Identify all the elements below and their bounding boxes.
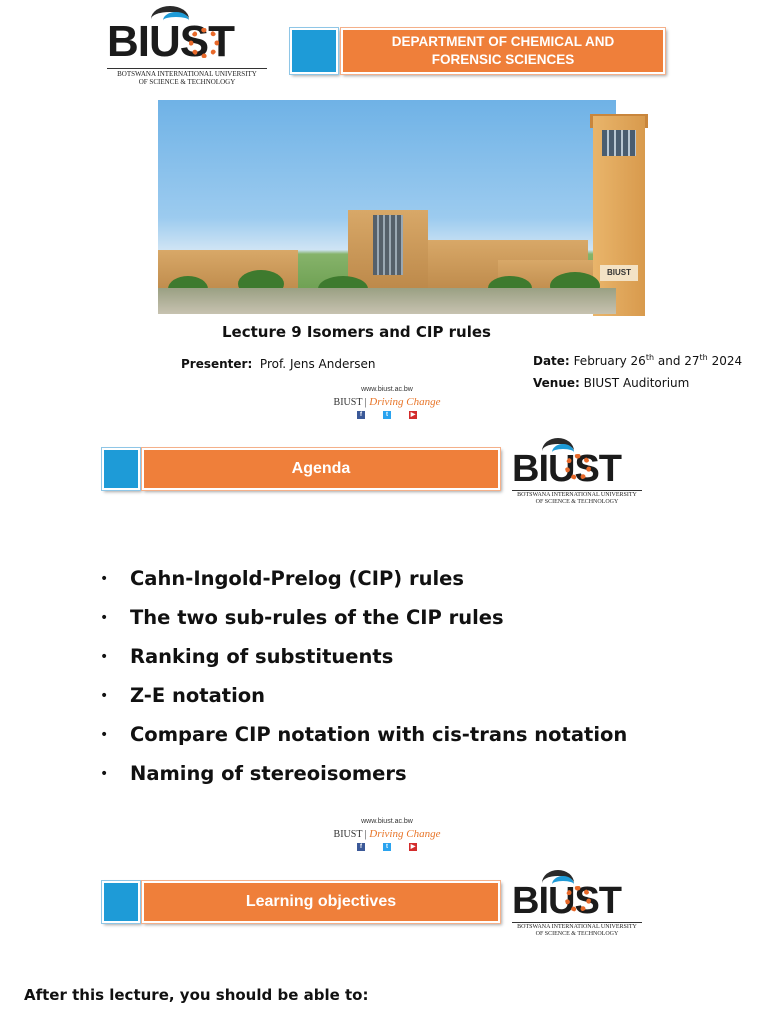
logo-tagline [107,68,267,86]
social-icons [327,411,447,419]
venue-line [533,376,689,390]
date-line [533,353,742,368]
logo-tagline [512,490,642,506]
logo-wordmark: BIUST [512,448,621,490]
facebook-icon[interactable]: f [357,411,365,419]
logo-tagline [512,922,642,938]
twitter-icon[interactable]: t [383,843,391,851]
department-banner [341,28,665,74]
logo-wordmark: BIUST [512,880,621,922]
department-line2: FORENSIC SCIENCES [431,52,575,67]
date-sup1: th [645,353,655,362]
social-icons [327,843,447,851]
objectives-banner [142,881,500,923]
brand-url[interactable]: www.biust.ac.bw [361,818,413,825]
brand-line [327,396,447,408]
venue-value: BIUST Auditorium [583,376,690,390]
photo-ground [158,288,616,314]
list-item [100,640,627,679]
list-item [100,718,627,757]
list-item [100,601,627,640]
facebook-icon[interactable]: f [357,843,365,851]
logo-wordmark: BIUST [107,17,234,66]
agenda-item-text: Compare CIP notation with cis-trans notation [130,723,628,746]
agenda-item-text: Naming of stereoisomers [130,762,407,785]
date-label: Date: [533,354,570,368]
date-part2: and 27 [654,354,700,368]
brand-slogan: Driving Change [369,828,441,840]
bullet-dot: • [100,688,109,704]
date-part3: 2024 [707,354,743,368]
brand-slogan: Driving Change [369,396,441,408]
objectives-blue-square [102,881,140,923]
venue-label: Venue: [533,376,580,390]
campus-photo [158,100,631,314]
presenter-name: Prof. Jens Andersen [259,357,376,371]
list-item [100,757,627,796]
list-item [100,562,627,601]
bullet-dot: • [100,766,109,782]
bullet-dot: • [100,571,109,587]
biust-logo [512,436,647,505]
brand-line [327,828,447,840]
agenda-item-text: Ranking of substituents [130,645,394,668]
agenda-item-text: Cahn-Ingold-Prelog (CIP) rules [130,567,465,590]
brand-url[interactable]: www.biust.ac.bw [361,386,413,393]
gear-icon [189,28,219,58]
gear-icon [565,454,591,480]
logo-tagline-line1: BOTSWANA INTERNATIONAL UNIVERSITY [517,924,637,930]
department-line1: DEPARTMENT OF CHEMICAL AND [391,34,615,49]
list-item [100,679,627,718]
brand-separator: | [364,829,367,840]
photo-tower-window [602,130,636,156]
agenda-heading: Agenda [291,460,351,477]
objectives-intro: After this lecture, you should be able to: [24,986,369,1004]
lecture-title: Lecture 9 Isomers and CIP rules [222,323,491,341]
brand-footer [327,386,447,419]
bullet-dot: • [100,610,109,626]
twitter-icon[interactable]: t [383,411,391,419]
brand-name: BIUST [333,397,363,408]
agenda-banner [142,448,500,490]
agenda-item-text: Z-E notation [130,684,266,707]
youtube-icon[interactable]: ▶ [410,844,416,850]
biust-logo [512,868,647,937]
date-sup2: th [699,353,708,362]
logo-tagline-line1: BOTSWANA INTERNATIONAL UNIVERSITY [517,492,637,498]
agenda-item-text: The two sub-rules of the CIP rules [130,606,504,629]
presenter-label: Presenter: [181,357,253,371]
brand-separator: | [364,397,367,408]
bullet-dot: • [100,727,109,743]
logo-tagline-line2: OF SCIENCE & TECHNOLOGY [535,499,619,505]
youtube-icon[interactable]: ▶ [410,412,416,418]
bullet-dot: • [100,649,109,665]
objectives-heading: Learning objectives [245,893,397,910]
date-part1: February 26 [573,354,646,368]
photo-glass-facade [373,215,403,275]
logo-tagline-line1: BOTSWANA INTERNATIONAL UNIVERSITY [117,70,257,78]
logo-tagline-line2: OF SCIENCE & TECHNOLOGY [535,931,619,937]
presenter-line [181,357,376,371]
logo-tagline-line2: OF SCIENCE & TECHNOLOGY [138,78,236,86]
gear-icon [565,886,591,912]
header-blue-square [290,28,338,74]
agenda-list [100,562,627,796]
brand-footer [327,818,447,851]
photo-tower-sign: BIUST [600,265,638,281]
agenda-blue-square [102,448,140,490]
biust-logo [107,4,272,86]
brand-name: BIUST [333,829,363,840]
